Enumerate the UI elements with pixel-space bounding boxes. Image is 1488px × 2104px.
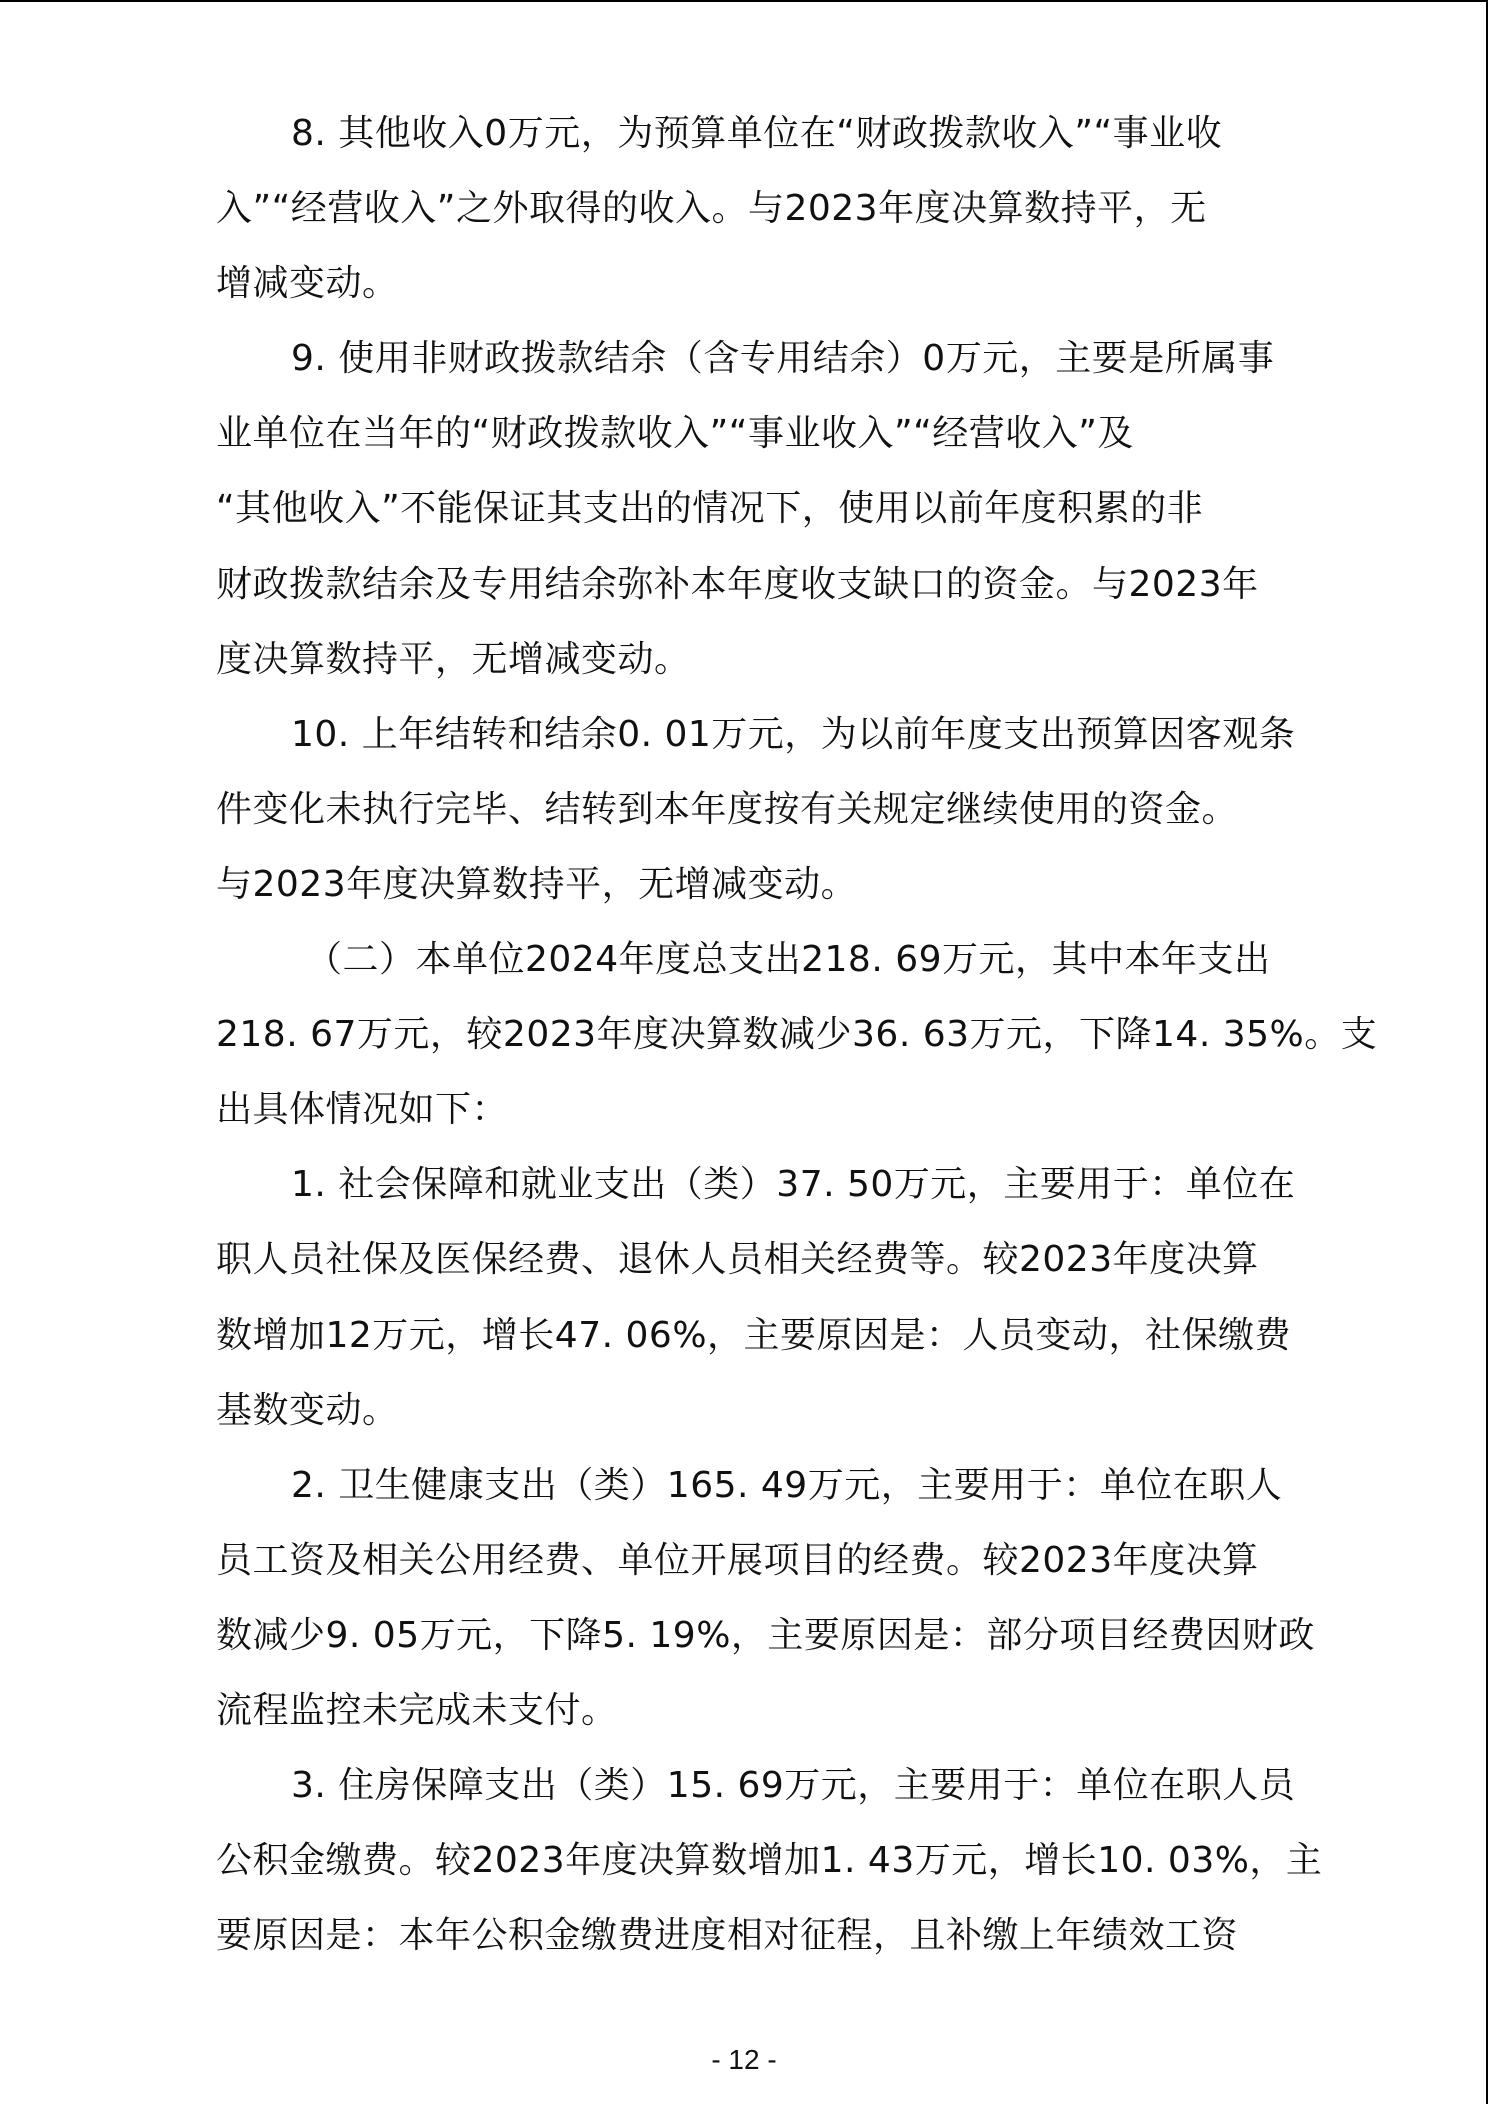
text-line: 与2023年度决算数持平，无增减变动。 bbox=[216, 863, 858, 905]
text-line: （二）本单位2024年度总支出218. 69万元，其中本年支出 bbox=[306, 939, 1271, 981]
page-top-border bbox=[0, 0, 1488, 2]
text-line: 公积金缴费。较2023年度决算数增加1. 43万元，增长10. 03%，主 bbox=[216, 1840, 1323, 1882]
paragraph-income-carryover bbox=[216, 697, 1296, 922]
paragraph-income-non-fiscal-balance bbox=[216, 321, 1288, 696]
text-line: 10. 上年结转和结余0. 01万元，为以前年度支出预算因客观条 bbox=[291, 713, 1296, 755]
text-line: 3. 住房保障支出（类）15. 69万元，主要用于：单位在职人员 bbox=[291, 1765, 1296, 1807]
text-line: 职人员社保及医保经费、退休人员相关经费等。较2023年度决算 bbox=[216, 1239, 1259, 1281]
paragraph-income-other bbox=[216, 96, 1288, 321]
text-line: 入”“经营收入”之外取得的收入。与2023年度决算数持平，无 bbox=[216, 188, 1207, 230]
text-line: 8. 其他收入0万元，为预算单位在“财政拨款收入”“事业收 bbox=[291, 113, 1223, 154]
text-line: 基数变动。 bbox=[216, 1389, 399, 1431]
paragraph-expense-total bbox=[216, 922, 1378, 1147]
paragraph-expense-social-security bbox=[216, 1147, 1296, 1447]
text-line: 财政拨款结余及专用结余弥补本年度收支缺口的资金。与2023年 bbox=[216, 563, 1259, 605]
text-line: 218. 67万元，较2023年度决算数减少36. 63万元，下降14. 35%。支 bbox=[216, 1014, 1378, 1056]
text-line: 流程监控未完成未支付。 bbox=[216, 1689, 618, 1731]
text-line: 增减变动。 bbox=[216, 263, 399, 305]
document-body bbox=[216, 96, 1378, 1973]
paragraph-expense-health bbox=[216, 1448, 1315, 1748]
text-line: 度决算数持平，无增减变动。 bbox=[216, 638, 691, 680]
text-line: “其他收入”不能保证其支出的情况下，使用以前年度积累的非 bbox=[216, 488, 1204, 530]
text-line: 要原因是：本年公积金缴费进度相对征程，且补缴上年绩效工资 bbox=[216, 1915, 1239, 1957]
paragraph-expense-housing bbox=[216, 1748, 1323, 1973]
page-number: - 12 - bbox=[711, 2044, 777, 2075]
text-line: 员工资及相关公用经费、单位开展项目的经费。较2023年度决算 bbox=[216, 1539, 1259, 1581]
text-line: 数增加12万元，增长47. 06%，主要原因是：人员变动，社保缴费 bbox=[216, 1314, 1292, 1356]
text-line: 出具体情况如下： bbox=[216, 1089, 509, 1131]
text-line: 2. 卫生健康支出（类）165. 49万元，主要用于：单位在职人 bbox=[291, 1464, 1283, 1506]
text-line: 业单位在当年的“财政拨款收入”“事业收入”“经营收入”及 bbox=[216, 413, 1134, 455]
text-line: 件变化未执行完毕、结转到本年度按有关规定继续使用的资金。 bbox=[216, 788, 1239, 830]
text-line: 1. 社会保障和就业支出（类）37. 50万元，主要用于：单位在 bbox=[291, 1164, 1296, 1206]
text-line: 9. 使用非财政拨款结余（含专用结余）0万元，主要是所属事 bbox=[291, 338, 1275, 380]
text-line: 数减少9. 05万元，下降5. 19%，主要原因是：部分项目经费因财政 bbox=[216, 1614, 1315, 1656]
